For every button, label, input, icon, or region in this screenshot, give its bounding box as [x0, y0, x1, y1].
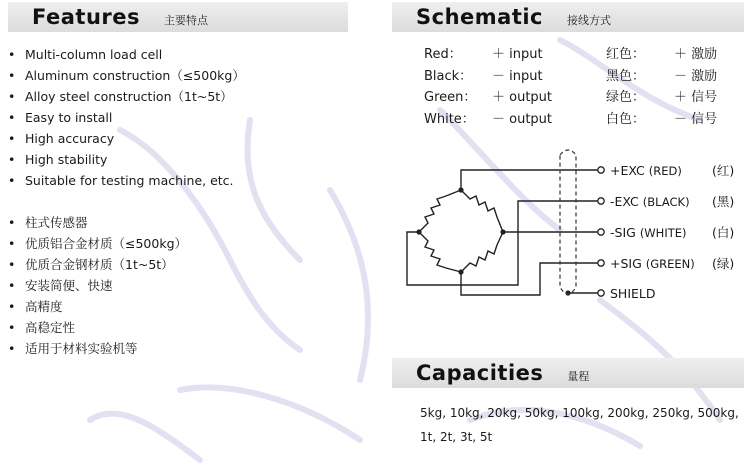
wire-color-cn: 绿色： — [606, 90, 646, 105]
list-item: • 柱式传感器 — [8, 212, 187, 233]
terminal-color: (BLACK) — [642, 195, 690, 209]
terminal-sig-minus-label — [610, 225, 687, 241]
list-item: • 安装简便、快速 — [8, 275, 187, 296]
schematic-title: Schematic — [416, 5, 544, 29]
terminal-name: -SIG — [610, 225, 636, 240]
list-item: • Multi-column load cell — [8, 44, 245, 65]
list-item: • Easy to install — [8, 107, 245, 128]
terminal-exc-minus-cn: (黑) — [712, 194, 735, 209]
wire-signal-en: － input — [492, 68, 543, 84]
bridge-circuit-diagram — [398, 145, 608, 305]
list-item: • High stability — [8, 149, 245, 170]
wire-color-cn: 白色： — [606, 111, 646, 127]
resistor-bottom-right — [461, 232, 503, 272]
list-item: • Alloy steel construction（1t~5t） — [8, 86, 245, 107]
terminal-name: +SIG — [610, 256, 642, 271]
wire-signal-cn: － 激励 — [674, 68, 718, 84]
wire-color-en: Black： — [424, 68, 473, 84]
list-item: • 高稳定性 — [8, 317, 187, 338]
terminal-name: -EXC — [610, 194, 639, 209]
features-subtitle: 主要特点 — [164, 14, 208, 27]
terminal-color: (RED) — [648, 164, 682, 178]
capacities-line-1: 5kg, 10kg, 20kg, 50kg, 100kg, 200kg, 250kg, 500kg, — [420, 406, 739, 420]
capacities-subtitle: 量程 — [567, 370, 590, 383]
wire-color-cn: 黑色： — [606, 68, 646, 84]
wire-signal-cn: ＋ 激励 — [674, 47, 718, 62]
list-item: • Aluminum construction（≤500kg） — [8, 65, 245, 86]
capacities-header — [392, 358, 744, 388]
terminal-exc-plus-cn: (红) — [712, 163, 735, 178]
features-list-cn — [8, 212, 187, 359]
shield-cable-outline — [560, 150, 576, 294]
resistor-top-left — [419, 190, 461, 232]
list-item: • High accuracy — [8, 128, 245, 149]
list-item: • Suitable for testing machine, etc. — [8, 170, 245, 191]
features-header — [8, 2, 348, 32]
wire-signal-cn: ＋ 信号 — [674, 90, 718, 105]
wire-color-en: Red： — [424, 47, 462, 62]
resistor-top-right — [461, 190, 503, 232]
wire-signal-cn: － 信号 — [674, 111, 718, 127]
terminal-exc-plus-label — [610, 163, 682, 179]
list-item: • 高精度 — [8, 296, 187, 317]
wire-signal-en: ＋ input — [492, 47, 543, 62]
terminal-sig-minus-cn: (白) — [712, 225, 735, 240]
list-item: • 优质铝合金材质（≤500kg） — [8, 233, 187, 254]
terminal-exc-minus-label — [610, 194, 690, 210]
features-title: Features — [32, 5, 140, 29]
terminal-shield-label: SHIELD — [610, 286, 656, 301]
terminal-sig-plus-label — [610, 256, 695, 272]
terminal-sig-plus-cn: (绿) — [712, 256, 735, 271]
terminal-color: (WHITE) — [639, 226, 687, 240]
features-list-en — [8, 44, 245, 191]
terminal-color: (GREEN) — [645, 257, 695, 271]
resistor-bottom-left — [419, 232, 461, 272]
terminal-name: +EXC — [610, 163, 645, 178]
list-item: • 适用于材料实验机等 — [8, 338, 187, 359]
schematic-header — [392, 2, 744, 32]
wire-signal-en: ＋ output — [492, 90, 553, 105]
wire-color-cn: 红色： — [606, 47, 646, 62]
list-item: • 优质合金钢材质（1t~5t） — [8, 254, 187, 275]
wire-signal-en: － output — [492, 111, 553, 127]
wire-color-en: Green： — [424, 90, 477, 105]
capacities-line-2: 1t, 2t, 3t, 5t — [420, 430, 493, 444]
wire-color-en: White： — [424, 111, 475, 127]
schematic-subtitle: 接线方式 — [567, 14, 612, 27]
capacities-title: Capacities — [416, 361, 544, 385]
